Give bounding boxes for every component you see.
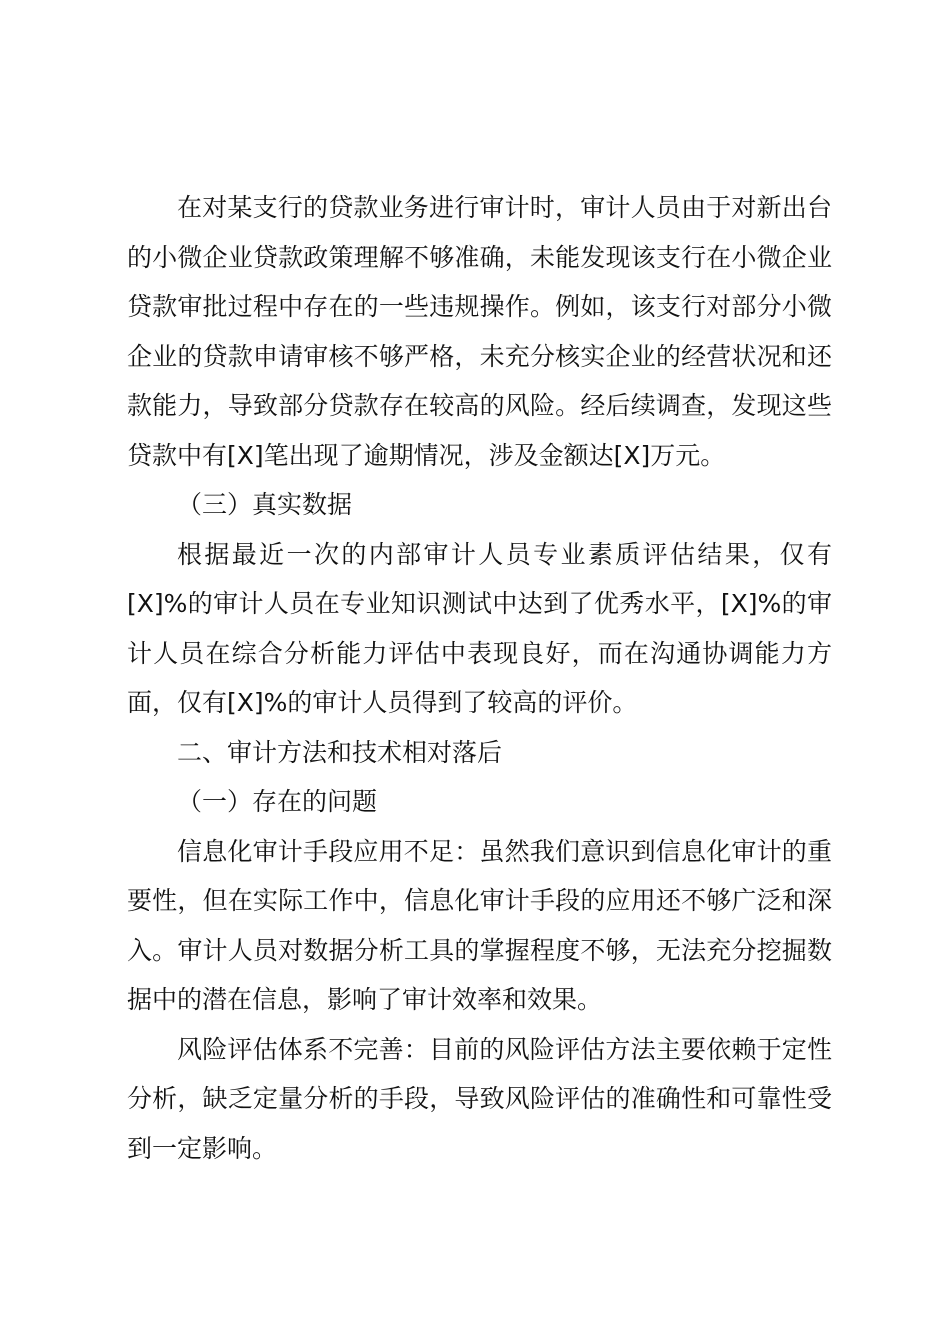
heading-real-data: （三）真实数据 [177,490,353,519]
paragraph-it-audit: 信息化审计手段应用不足：虽然我们意识到信息化审计的重要性，但在实际工作中，信息化审计手段的应用还不够广泛和深入。审计人员对数据分析工具的掌握程度不够，无法充分挖掘数据中的潜在信息，影响了审计效率和效果。 [127,836,832,1014]
heading-audit-methods: 二、审计方法和技术相对落后 [177,737,503,767]
document-body [127,183,832,1173]
paragraph-risk-assessment: 风险评估体系不完善：目前的风险评估方法主要依赖于定性分析，缺乏定量分析的手段，导致风险评估的准确性和可靠性受到一定影响。 [127,1034,832,1163]
paragraph-loan-audit-case: 在对某支行的贷款业务进行审计时，审计人员由于对新出台的小微企业贷款政策理解不够准确，未能发现该支行在小微企业贷款审批过程中存在的一些违规操作。例如，该支行对部分小微企业的贷款申请审核不够严格，未充分核实企业的经营状况和还款能力，导致部分贷款存在较高的风险。经后续调查，发现这些贷款中有[X]笔出现了逾期情况，涉及金额达[X]万元。 [127,193,832,470]
paragraph-evaluation-results: 根据最近一次的内部审计人员专业素质评估结果，仅有[X]%的审计人员在专业知识测试中达到了优秀水平，[X]%的审计人员在综合分析能力评估中表现良好，而在沟通协调能力方面，仅有[X]%的审计人员得到了较高的评价。 [127,539,832,717]
heading-existing-problems: （一）存在的问题 [177,787,378,816]
